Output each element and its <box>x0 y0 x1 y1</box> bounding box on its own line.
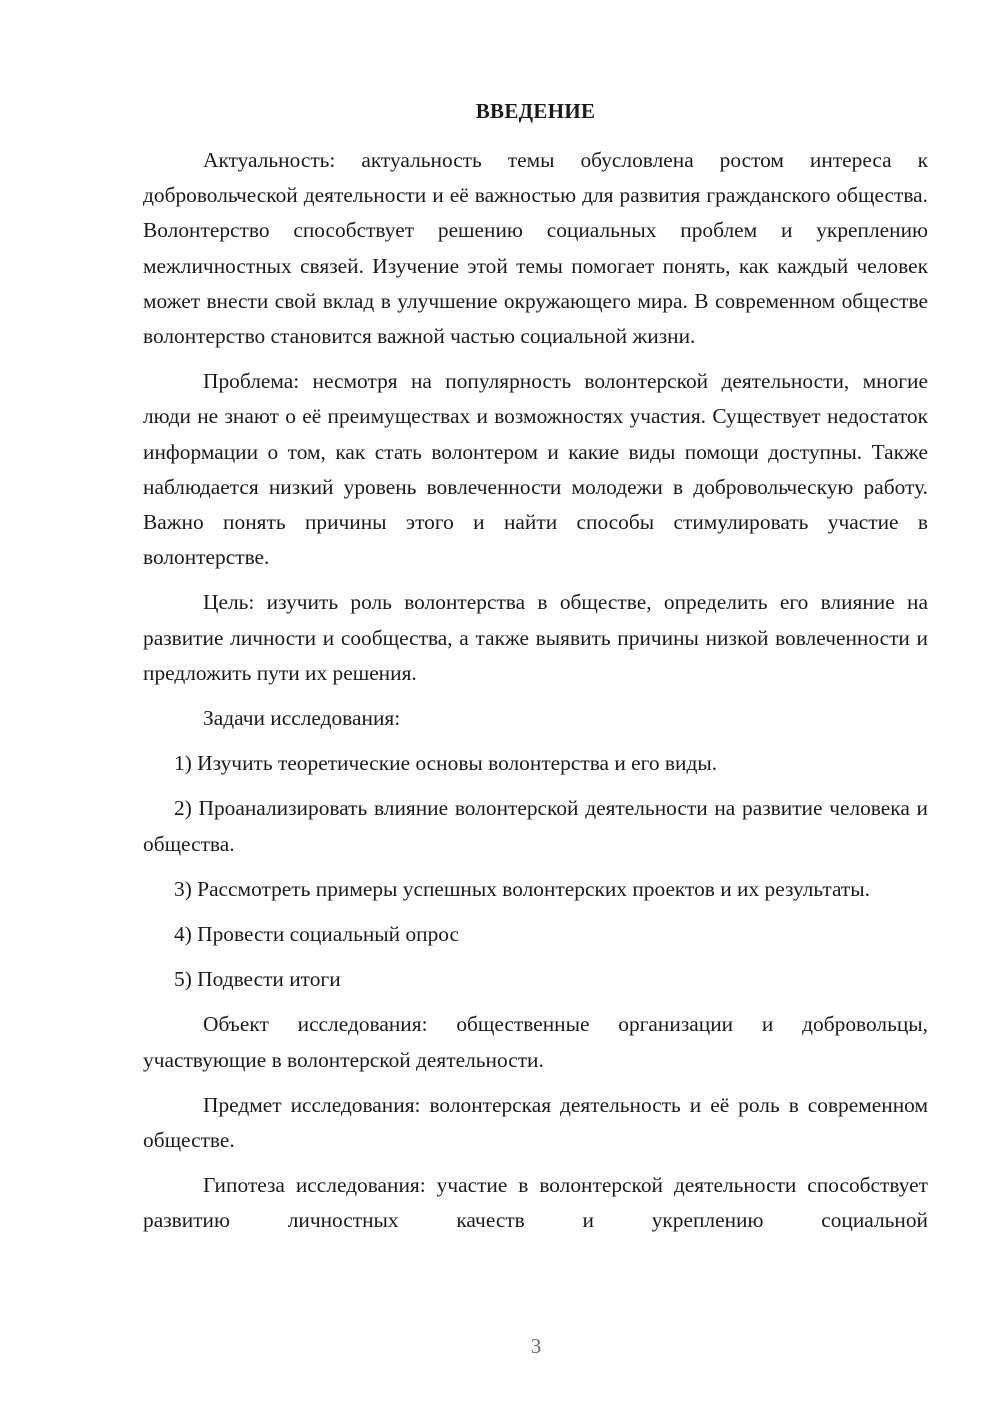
paragraph-goal: Цель: изучить роль волонтерства в обществе, определить его влияние на развитие личности и сообщества, а также выявить причины низкой вовлеченности и предложить пути их решения. <box>143 590 928 685</box>
list-item: 2) Проанализировать влияние волонтерской деятельности на развитие человека и общества. <box>143 796 928 856</box>
list-item: 1) Изучить теоретические основы волонтерства и его виды. <box>174 751 718 776</box>
paragraph-subject: Предмет исследования: волонтерская деятельность и её роль в современном обществе. <box>143 1092 928 1153</box>
paragraph-object: Объект исследования: общественные организации и добровольцы, участвующие в волонтерской деятельности. <box>143 1012 928 1072</box>
paragraph-hypothesis: Гипотеза исследования: участие в волонтерской деятельности способствует развитию личностных качеств и укреплению социальной <box>143 1173 928 1233</box>
paragraph-relevance: Актуальность: актуальность темы обусловлена ростом интереса к добровольческой деятельности и её важностью для развития гражданского общества. Волонтерство способствует решению социальных проблем и укреплению межличностных связей. Изучение этой темы помогает понять, как каждый человек может внести свой вклад в улучшение окружающего мира. В современном обществе волонтерство становится важной частью социальной жизни. <box>143 148 928 349</box>
list-item: 5) Подвести итоги <box>174 967 341 992</box>
page-number: 3 <box>530 1334 542 1358</box>
section-heading: ВВЕДЕНИЕ <box>475 99 596 123</box>
paragraph-problem: Проблема: несмотря на популярность волонтерской деятельности, многие люди не знают о её преимуществах и возможностях участия. Существует недостаток информации о том, как стать волонтером и какие виды помощи доступны. Также наблюдается низкий уровень вовлеченности молодежи в добровольческую работу. Важно понять причины этого и найти способы стимулировать участие в волонтерстве. <box>143 369 928 570</box>
tasks-list <box>143 746 928 997</box>
list-item: 3) Рассмотреть примеры успешных волонтерских проектов и их результаты. <box>174 876 870 901</box>
paragraph-tasks-heading: Задачи исследования: <box>203 706 401 731</box>
list-item: 4) Провести социальный опрос <box>174 922 460 947</box>
document-body <box>143 143 928 1239</box>
